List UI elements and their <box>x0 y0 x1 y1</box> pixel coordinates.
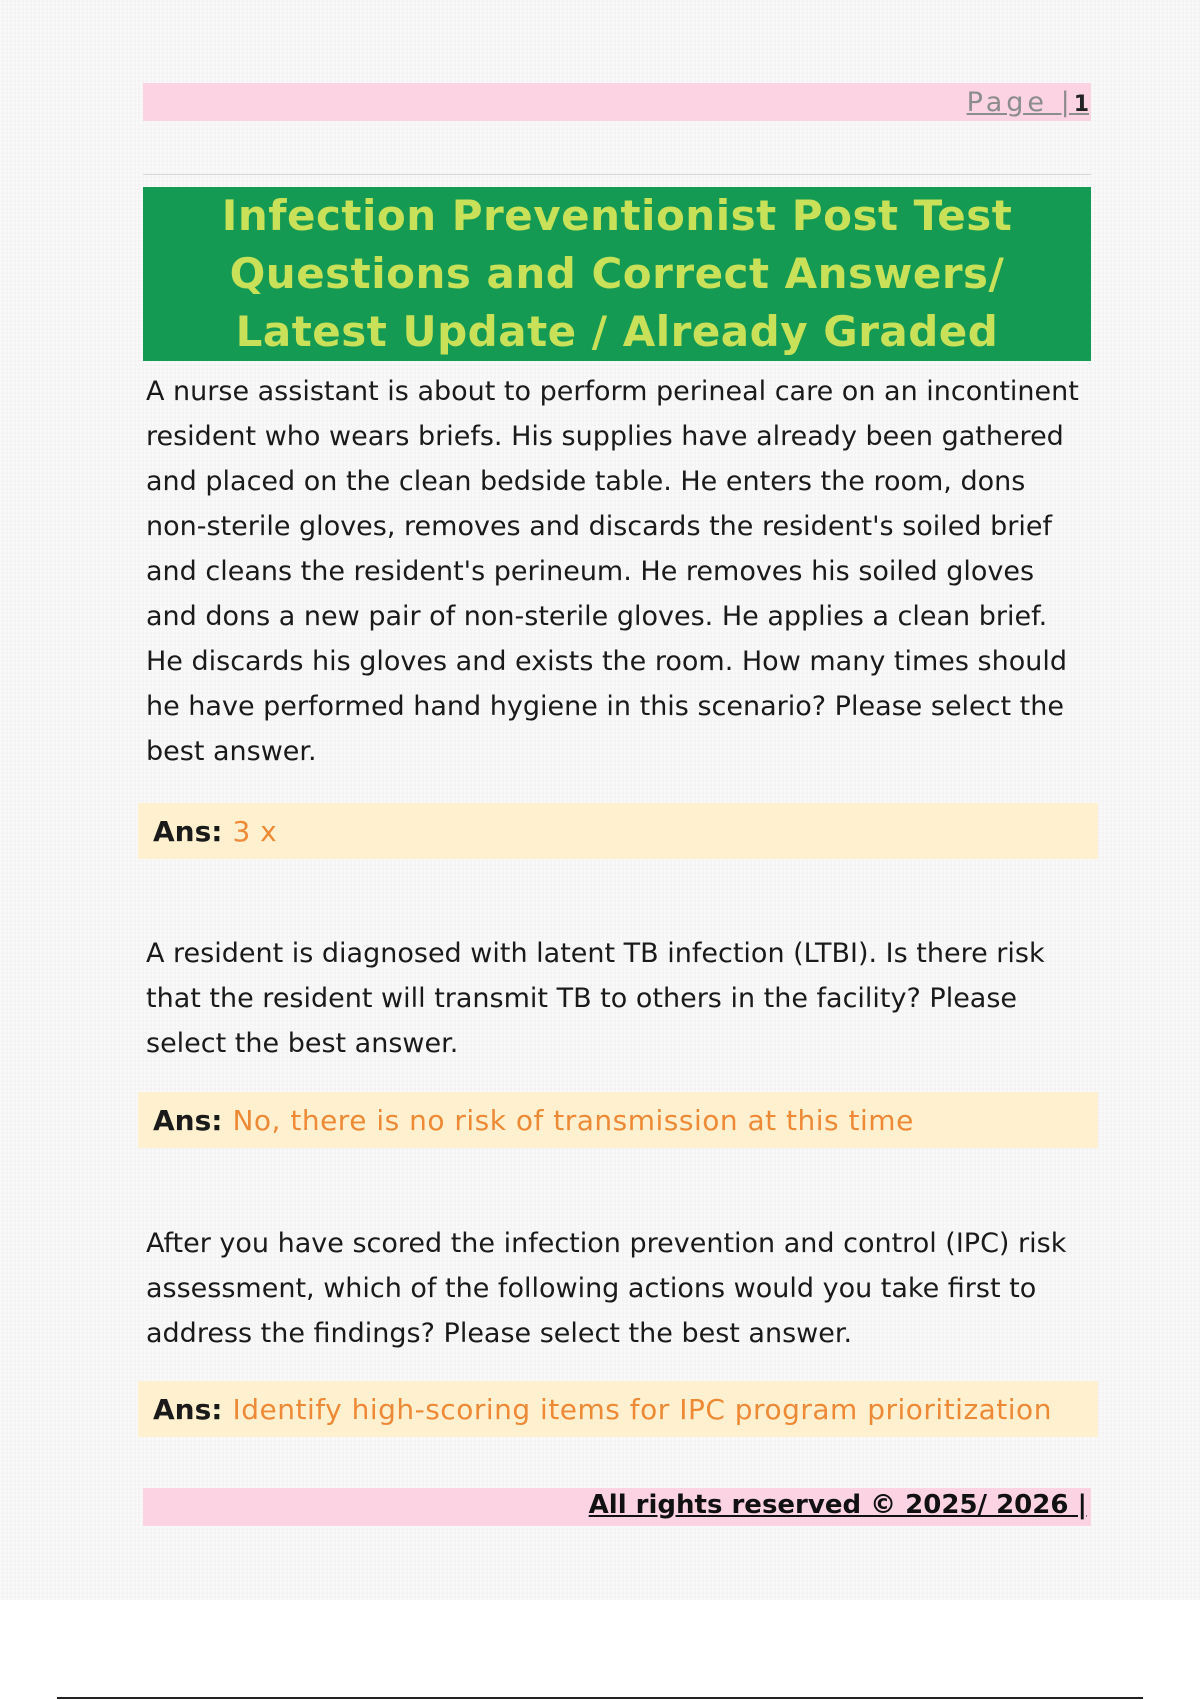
page-header <box>143 83 1091 121</box>
answer-label: Ans: <box>153 1103 223 1137</box>
answer-box-2 <box>138 1092 1098 1148</box>
question-1: A nurse assistant is about to perform perineal care on an incontinent resident who wears briefs. His supplies have already been gathered and placed on the clean bedside table. He enters the room, dons non-sterile gloves, removes and discards the resident's soiled brief and cleans the resident's perineum. He removes his soiled gloves and dons a new pair of non-sterile gloves. He applies a clean brief. He discards his gloves and exists the room. How many times should he have performed hand hygiene in this scenario? Please select the best answer. <box>146 376 1079 767</box>
answer-value: No, there is no risk of transmission at this time <box>232 1103 914 1137</box>
answer-value: 3 x <box>232 814 278 848</box>
page-label: Page <box>966 87 1048 118</box>
header-divider <box>143 174 1091 175</box>
answer-value: Identify high-scoring items for IPC program prioritization <box>232 1392 1052 1426</box>
question-2: A resident is diagnosed with latent TB infection (LTBI). Is there risk that the resident will transmit TB to others in the facility? Please select the best answer. <box>146 938 1045 1059</box>
title-banner <box>143 187 1091 361</box>
answer-box-3 <box>138 1381 1098 1437</box>
question-3: After you have scored the infection prevention and control (IPC) risk assessment, which of the following actions would you take first to address the findings? Please select the best answer. <box>146 1228 1067 1349</box>
copyright-notice: All rights reserved © 2025/ 2026 | <box>588 1490 1087 1520</box>
page-number-value: 1 <box>1073 92 1089 117</box>
bottom-divider <box>57 1697 1143 1699</box>
document-title: Infection Preventionist Post Test Questions and Correct Answers/ Latest Update / Already Graded <box>221 191 1013 356</box>
page-footer <box>143 1488 1091 1526</box>
answer-label: Ans: <box>153 814 223 848</box>
answer-box-1 <box>138 803 1098 859</box>
page-number: Page |1 <box>966 87 1089 118</box>
answer-label: Ans: <box>153 1392 223 1426</box>
